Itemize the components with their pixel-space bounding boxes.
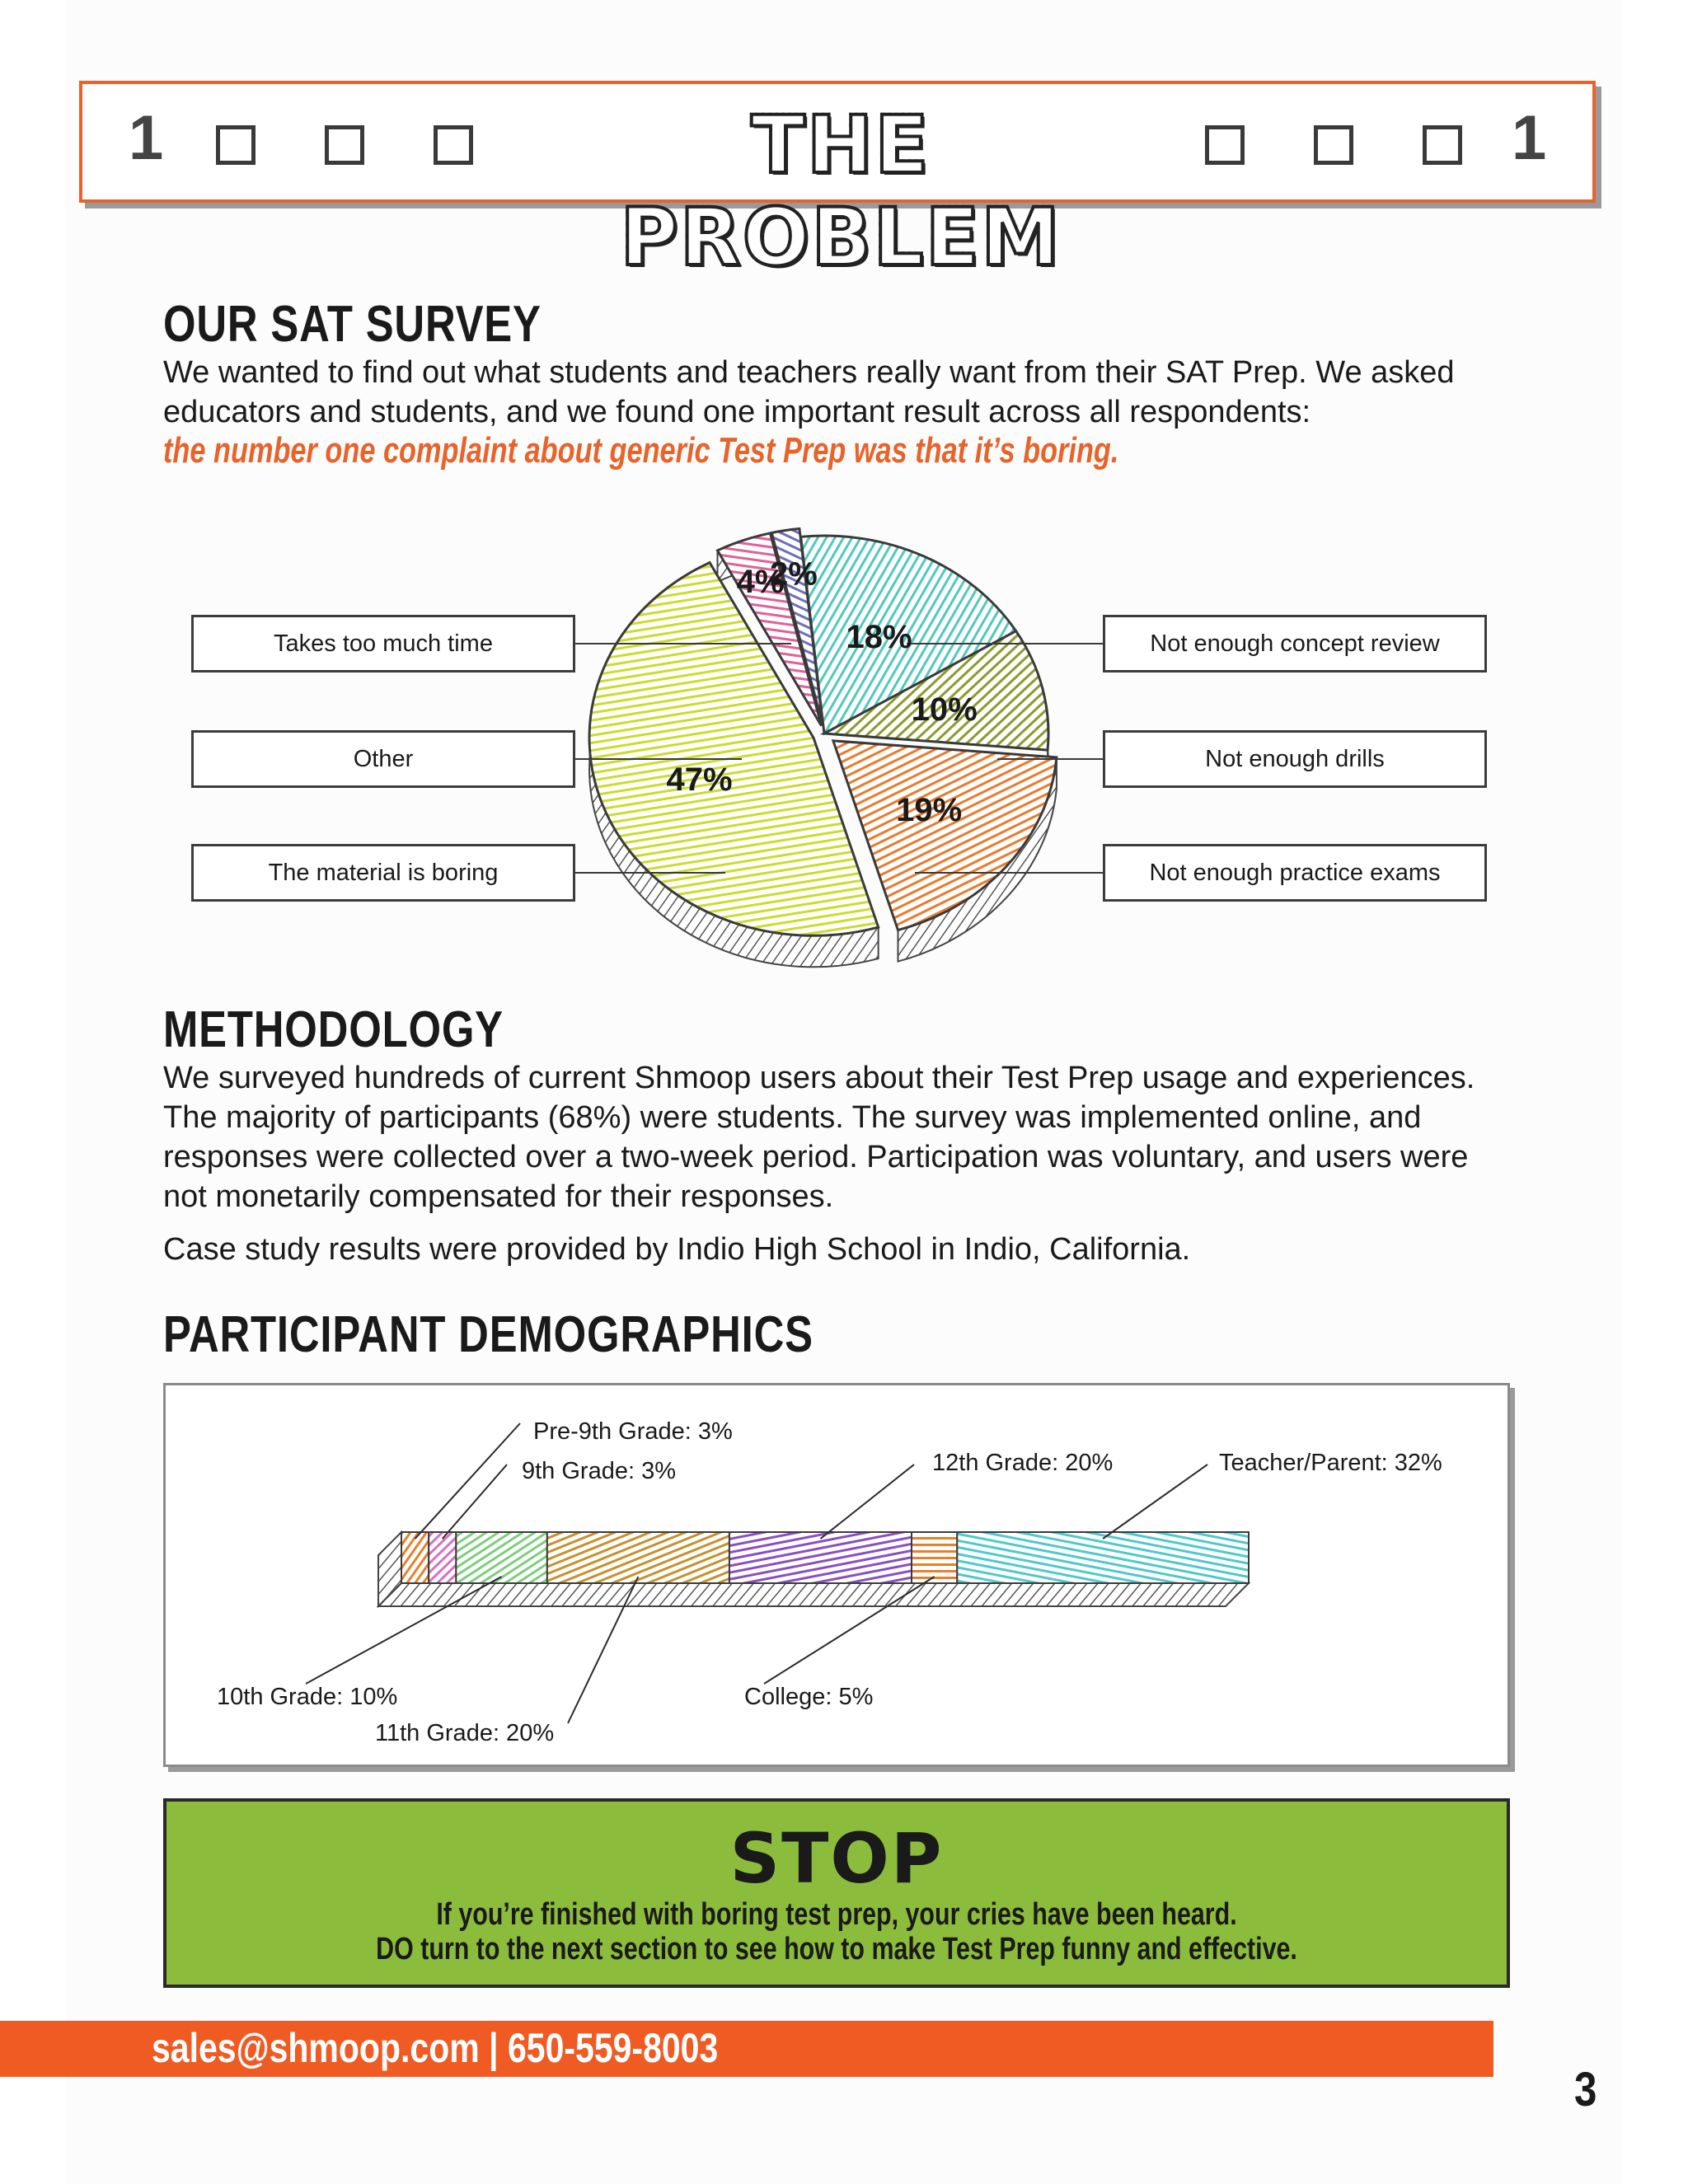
pie-value-label: 4%	[736, 564, 785, 601]
demo-label-12th: 12th Grade: 20%	[932, 1450, 1114, 1476]
bar-segment	[429, 1532, 456, 1583]
pie-label-box-left: The material is boring	[191, 844, 575, 902]
pie-value-label: 18%	[846, 618, 912, 655]
bar-depth-bottom	[378, 1583, 1249, 1606]
footer-bar	[0, 2021, 1493, 2077]
checkbox-icon	[1314, 125, 1353, 165]
header-number-left: 1	[129, 103, 164, 173]
demo-label-pre9: Pre-9th Grade: 3%	[533, 1418, 733, 1445]
demo-label-10th: 10th Grade: 10%	[217, 1684, 398, 1710]
survey-paragraph: We wanted to find out what students and teachers really want from their SAT Prep. We asked educators and students, and we found one important result across all respondents:	[163, 355, 1455, 429]
pie-label-box-left: Other	[191, 730, 575, 788]
pie-label-box-right: Not enough concept review	[1103, 615, 1487, 673]
header-title: THE PROBLEM	[577, 99, 1104, 284]
stop-title: STOP	[729, 1818, 944, 1899]
bar-segment	[401, 1532, 429, 1583]
bar-leader-line	[1103, 1465, 1207, 1539]
case-study-paragraph: Case study results were provided by Indio High School in Indio, California.	[163, 1232, 1191, 1267]
checkbox-icon	[325, 125, 364, 165]
methodology-text	[163, 1058, 1515, 1269]
checkbox-icon	[434, 125, 473, 165]
demographics-panel	[163, 1383, 1510, 1767]
stop-line-2: DO turn to the next section to see how to make Test Prep funny and effective.	[376, 1932, 1297, 1966]
bar-leader-line	[820, 1465, 914, 1539]
bar-segment	[547, 1532, 729, 1583]
pie-value-label: 47%	[666, 762, 733, 799]
header-banner	[79, 81, 1596, 284]
survey-highlight: the number one complaint about generic Test Prep was that it’s boring.	[163, 430, 1119, 471]
bar-segment	[456, 1532, 547, 1583]
demo-label-9th: 9th Grade: 3%	[522, 1458, 676, 1484]
methodology-paragraph: We surveyed hundreds of current Shmoop users about their Test Prep usage and experiences. The majority of participants (68%) were students. The survey was implemented online, and responses were collected over a two-week period. Participation was voluntary, and users were not monetarily compensated for their responses.	[163, 1061, 1475, 1214]
header-number-right: 1	[1512, 103, 1547, 173]
demo-label-11th: 11th Grade: 20%	[375, 1720, 555, 1746]
footer-contact: sales@shmoop.com | 650-559-8003	[152, 2025, 719, 2071]
stop-callout	[163, 1798, 1510, 1988]
pie-label-box-right: Not enough practice exams	[1103, 844, 1487, 902]
stop-line-1: If you’re finished with boring test prep, your cries have been heard.	[436, 1897, 1237, 1932]
pie-value-label: 10%	[911, 691, 978, 728]
bar-segment	[729, 1532, 912, 1583]
bar-segment	[912, 1532, 957, 1583]
demo-label-teacher: Teacher/Parent: 32%	[1219, 1450, 1442, 1476]
pie-value-label: 2%	[770, 555, 818, 593]
page-number: 3	[1574, 2063, 1597, 2116]
bar-segment	[957, 1532, 1249, 1583]
demographics-heading: PARTICIPANT DEMOGRAPHICS	[163, 1306, 814, 1363]
bar-leader-line	[443, 1465, 507, 1539]
bar-leader-line	[415, 1423, 520, 1539]
survey-heading: OUR SAT SURVEY	[163, 296, 542, 353]
checkbox-icon	[1423, 125, 1462, 165]
methodology-heading: METHODOLOGY	[163, 1001, 504, 1058]
pie-label-box-left: Takes too much time	[191, 615, 575, 673]
survey-text	[163, 353, 1515, 432]
pie-label-box-right: Not enough drills	[1103, 730, 1487, 788]
checkbox-icon	[1205, 125, 1245, 165]
pie-value-label: 19%	[896, 791, 963, 828]
checkbox-icon	[216, 125, 256, 165]
demo-label-college: College: 5%	[744, 1684, 874, 1710]
